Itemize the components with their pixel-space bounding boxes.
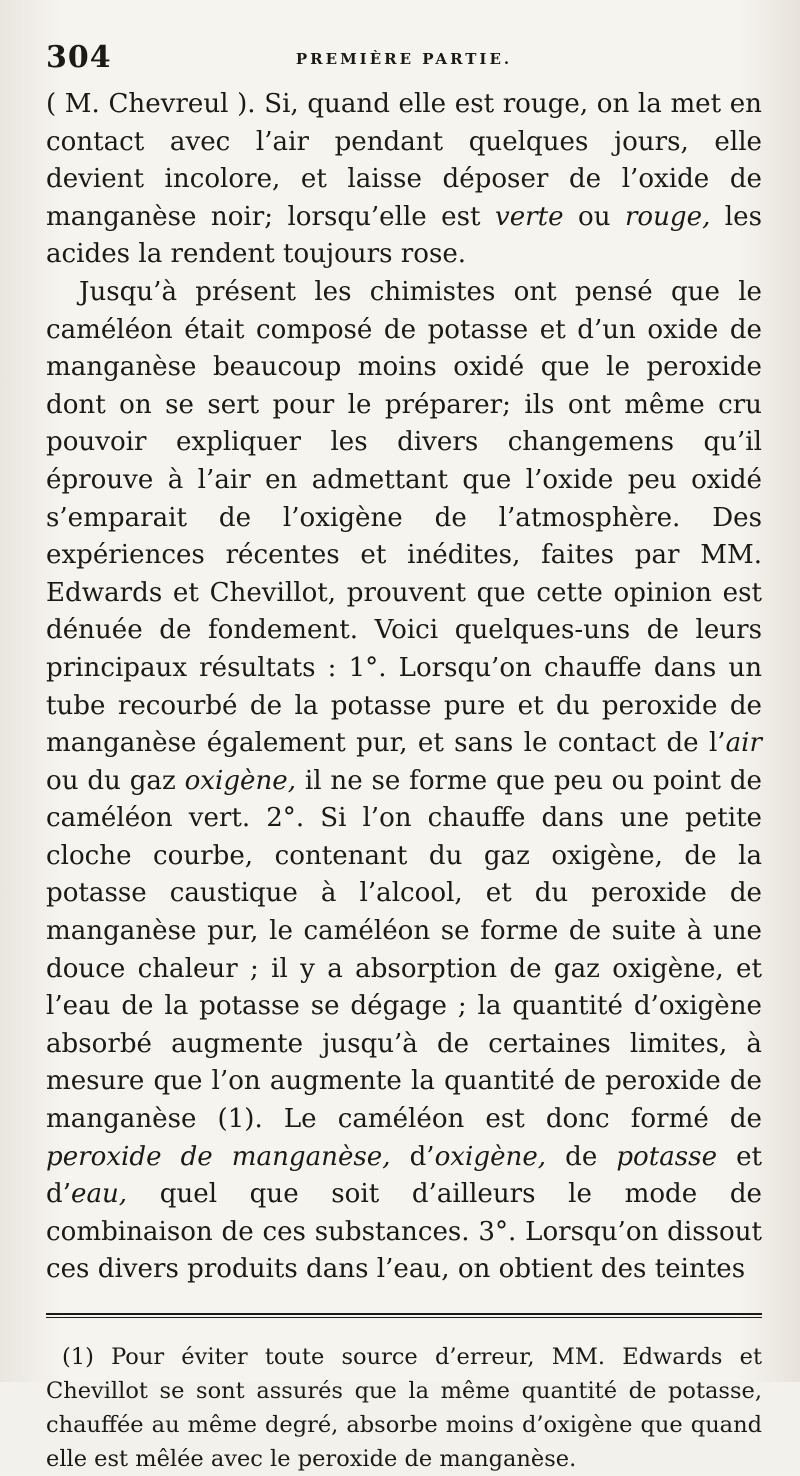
italic-run: potasse bbox=[616, 1141, 718, 1172]
footnote bbox=[46, 1340, 762, 1476]
paragraph-chameleon bbox=[46, 274, 762, 1289]
text-run: d’ bbox=[390, 1141, 435, 1172]
italic-run: eau, bbox=[71, 1179, 128, 1210]
text-run: ou bbox=[563, 201, 625, 232]
body-text bbox=[46, 86, 762, 1289]
text-run: les acides la rendent toujours rose. bbox=[46, 201, 762, 270]
text-run: et d’ bbox=[46, 1141, 762, 1210]
text-run: quel que soit d’ailleurs le mode de combinaison de ces substances. 3°. Lorsqu’on dissout ces divers produits dans l’eau, on obtient des teintes bbox=[46, 1179, 762, 1285]
footnote-rule bbox=[46, 1313, 762, 1318]
paragraph-continued bbox=[46, 86, 762, 274]
italic-run: oxigène, bbox=[184, 765, 297, 796]
text-run: de bbox=[546, 1141, 617, 1172]
text-run: ou du gaz bbox=[46, 765, 185, 796]
footnote-text: (1) Pour éviter toute source d’erreur, MM. Edwards et Chevillot se sont assurés que la même quantité de potasse, chauffée au même degré, absorbe moins d’oxigène que quand elle est mêlée avec le peroxide de manganèse. bbox=[46, 1344, 762, 1472]
running-head: PREMIÈRE PARTIE. bbox=[295, 50, 513, 68]
text-run: il ne se forme que peu ou point de caméléon vert. 2°. Si l’on chauffe dans une petite cloche courbe, contenant du gaz oxigène, de la potasse caustique à l’alcool, et du peroxide de manganèse pur, le caméléon se forme de suite à une douce chaleur ; il y a absorption de gaz oxigène, et l’eau de la potasse se dégage ; la quantité d’oxigène absorbé augmente jusqu’à de certaines limites, à mesure que l’on augmente la quantité de peroxide de manganèse (1). Le caméléon est donc formé de bbox=[46, 765, 763, 1135]
italic-run: verte bbox=[494, 201, 564, 232]
italic-run: peroxide de manganèse, bbox=[46, 1141, 391, 1172]
italic-run: air bbox=[725, 728, 762, 759]
text-run: ( M. Chevreul ). Si, quand elle est rouge, on la met en contact avec l’air pendant quelques jours, elle devient incolore, et laisse déposer de l’oxide de manganèse noir; lorsqu’elle est bbox=[46, 89, 762, 232]
italic-run: oxigène, bbox=[434, 1141, 547, 1172]
text-run: Jusqu’à présent les chimistes ont pensé que le caméléon était composé de potasse et d’un oxide de manganèse beaucoup moins oxidé que le peroxide dont on se sert pour le préparer; ils ont même cru pouvoir expliquer les divers changemens qu’il éprouve à l’air en admettant que l’oxide peu oxidé s’emparait de l’oxigène de l’atmosphère. Des expériences récentes et inédites, faites par MM. Edwards et Chevillot, prouvent que cette opinion est dénuée de fondement. Voici quelques-uns de leurs principaux résultats : 1°. Lorsqu’on chauffe dans un tube recourbé de la potasse pure et du peroxide de manganèse également pur, et sans le contact de l’ bbox=[46, 276, 762, 759]
page-number: 304 bbox=[46, 40, 112, 75]
page-header bbox=[46, 40, 762, 86]
italic-run: rouge, bbox=[624, 201, 711, 232]
